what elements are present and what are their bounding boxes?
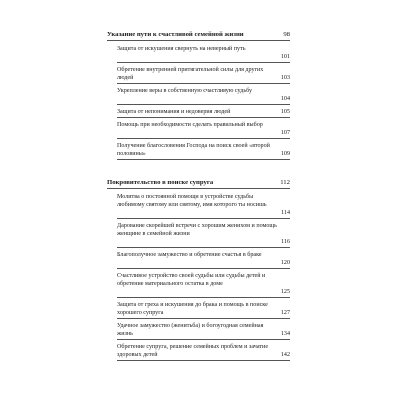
entry-page-number: 107	[280, 130, 290, 137]
toc-entry	[117, 223, 290, 248]
table-of-contents	[107, 31, 290, 361]
toc-entry	[117, 344, 290, 361]
entry-title: Удачное замужество (женитьба) и богоугодная семейная жизнь	[117, 323, 264, 337]
entry-page-number: 109	[280, 151, 290, 158]
entry-page-number: 114	[281, 210, 290, 217]
toc-entry	[117, 67, 290, 84]
entry-title: Защита от греха и искушения до брака и помощь в поиске хорошего супруга	[117, 302, 268, 316]
entry-page-number: 120	[280, 260, 290, 267]
entry-page-number: 104	[280, 96, 290, 103]
entry-page-number: 116	[281, 239, 290, 246]
entry-page-number: 134	[280, 331, 290, 338]
entry-page-number: 103	[280, 75, 290, 82]
entry-title: Дарование скорейшей встречи с хорошим женихом и помощь женщине в семейной жизни	[117, 223, 277, 237]
section-heading	[107, 179, 290, 189]
section-title: Указание пути к счастливой семейной жизни	[107, 31, 244, 38]
entry-title: Обретение супруга, решение семейных проблем и зачатие здоровых детей	[117, 344, 269, 358]
entry-page-number: 142	[280, 352, 290, 359]
entry-title: Помощь при необходимости сделать правильный выбор	[117, 122, 263, 128]
toc-entry	[117, 323, 290, 340]
entry-title: Обретение внутренней притягательной силы для других людей	[117, 67, 264, 81]
entry-page-number: 105	[280, 109, 290, 116]
entry-title: Получение благословения Господа на поиск своей «второй половины»	[117, 143, 270, 157]
toc-entry	[117, 46, 290, 63]
section-page-number: 98	[283, 31, 290, 38]
entry-title: Молитва о постоянной помощи в устройстве судьбы любимому святому или святому, имя которого ты носишь	[117, 194, 267, 208]
entry-page-number: 101	[280, 54, 290, 61]
toc-entry	[117, 122, 290, 139]
toc-entry	[117, 302, 290, 319]
entry-title: Защита от непонимания и недоверия людей	[117, 109, 231, 115]
section-page-number: 112	[280, 179, 290, 186]
entry-title: Защита от искушения свернуть на неверный путь	[117, 46, 246, 52]
toc-entry	[117, 88, 290, 105]
toc-entry	[117, 143, 290, 160]
toc-entry	[117, 273, 290, 298]
entry-title: Укрепление веры в собственную счастливую судьбу	[117, 88, 253, 94]
section-heading	[107, 31, 290, 41]
toc-entry	[117, 252, 290, 269]
entry-page-number: 125	[280, 289, 290, 296]
toc-entry	[117, 109, 290, 118]
entry-page-number: 127	[280, 310, 290, 317]
section-title: Покровительство в поиске супруга	[107, 179, 214, 186]
entry-title: Благополучное замужество и обретение счастья в браке	[117, 252, 262, 258]
entry-title: Счастливое устройство своей судьбы или судьбы детей и обретение материального остатка в доме	[117, 273, 266, 287]
toc-entry	[117, 194, 290, 219]
